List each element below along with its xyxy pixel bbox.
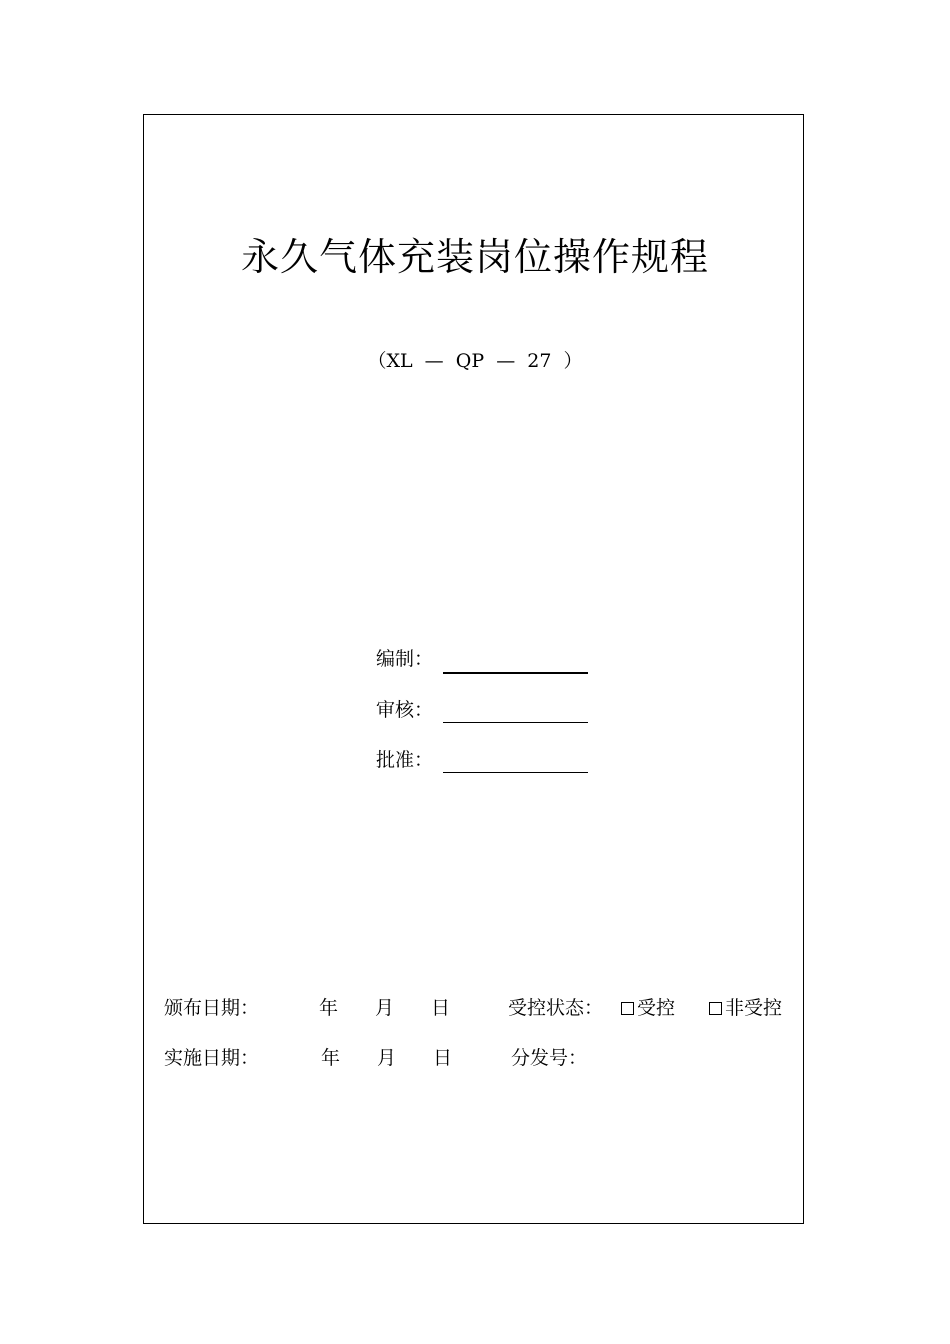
- reviewed-by-line: [443, 722, 588, 723]
- uncontrolled-option[interactable]: [709, 993, 782, 1023]
- controlled-checkbox[interactable]: [621, 1002, 634, 1015]
- compiled-by-line: [443, 672, 588, 674]
- document-code: （XL — QP — 27 ）: [367, 350, 583, 372]
- uncontrolled-checkbox[interactable]: [709, 1002, 722, 1015]
- document-title: 永久气体充装岗位操作规程: [240, 235, 709, 279]
- approved-by-label: 批准：: [376, 749, 434, 771]
- compiled-by-label: 编制：: [376, 648, 434, 670]
- controlled-label: 受控: [637, 997, 676, 1019]
- implementation-date-label: 实施日期：: [164, 1047, 260, 1069]
- uncontrolled-label: 非受控: [725, 997, 783, 1019]
- reviewed-by-label: 审核：: [376, 699, 434, 721]
- distribution-number-label: 分发号：: [511, 1047, 588, 1069]
- controlled-option[interactable]: [621, 993, 675, 1023]
- compiled-by-row: [376, 644, 433, 674]
- issue-month-label: 月: [375, 997, 395, 1019]
- issue-day-label: 日: [431, 997, 451, 1019]
- control-status-label: 受控状态：: [508, 997, 604, 1019]
- issue-date-label: 颁布日期：: [164, 997, 260, 1019]
- reviewed-by-row: [376, 695, 433, 725]
- issue-year-label: 年: [319, 997, 339, 1019]
- implementation-month-label: 月: [377, 1047, 397, 1069]
- approved-by-line: [443, 772, 588, 773]
- implementation-day-label: 日: [433, 1047, 453, 1069]
- implementation-year-label: 年: [321, 1047, 341, 1069]
- approved-by-row: [376, 745, 433, 775]
